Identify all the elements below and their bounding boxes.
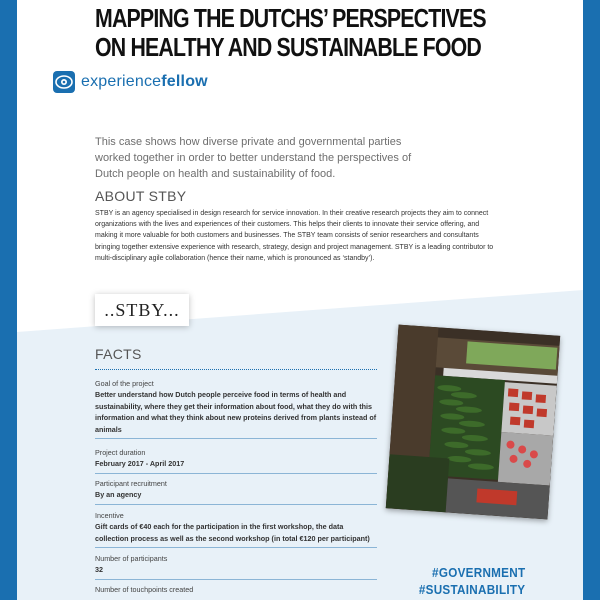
- fact-incentive: [95, 510, 377, 548]
- tag-government: #GOVERNMENT: [431, 565, 525, 580]
- eye-logo-icon: [53, 71, 75, 93]
- fact-value: Better understand how Dutch people perceive food in terms of health and sustainability, where they get their information about food, what they do with this information and what they think about new proteins derived from plants instead of animals: [95, 390, 377, 434]
- fact-value: Gift cards of €40 each for the participation in the first workshop, the data collection process as well as the second workshop (in total €120 per participant): [95, 522, 370, 543]
- fact-participants: [95, 553, 377, 580]
- logo-wordmark: experiencefellow: [81, 73, 208, 90]
- hashtags: [407, 564, 525, 598]
- title-line-2: ON HEALTHY AND SUSTAINABLE FOOD: [95, 32, 481, 62]
- about-paragraph: STBY is an agency specialised in design research for service innovation. In their creative research projects they aim to connect organizations with the lives and experiences of their customers. This helps their clients to innovate their service offering, and making it more valuable for both customers and businesses. The STBY team consists of senior researchers and consultants bringing together extensive experience with research, strategy, design and project management. STBY is a leading contributor to multi-disciplinary agile collaboration (hence their name, which is pronounced as ‘standby’).: [95, 210, 494, 262]
- fact-value: By an agency: [95, 490, 142, 499]
- fact-label: Number of participants: [95, 554, 168, 563]
- about-heading: ABOUT STBY: [95, 188, 187, 204]
- fact-divider: [95, 438, 377, 439]
- fact-divider: [95, 579, 377, 580]
- facts-dotted-divider: [95, 369, 377, 370]
- fact-label: Project duration: [95, 448, 146, 457]
- document-title: [95, 3, 486, 62]
- fact-value: 32: [95, 565, 103, 574]
- fact-label: Incentive: [95, 511, 124, 520]
- fact-divider: [95, 473, 377, 474]
- facts-heading: FACTS: [95, 346, 142, 362]
- experiencefellow-logo: [53, 71, 208, 93]
- fact-label: Participant recruitment: [95, 479, 167, 488]
- tag-sustainability: #SUSTAINABILITY: [418, 582, 525, 597]
- fact-recruitment: [95, 478, 377, 505]
- document-page: [17, 0, 583, 600]
- stby-logo: ..STBY...: [95, 294, 189, 326]
- fact-value: February 2017 - April 2017: [95, 459, 185, 468]
- fact-duration: [95, 447, 377, 474]
- fact-label: Goal of the project: [95, 379, 154, 388]
- intro-paragraph: This case shows how diverse private and governmental parties worked together in order to better understand the perspectives of Dutch people on health and sustainability of food.: [95, 136, 412, 180]
- fact-divider: [95, 547, 377, 548]
- fact-goal: [95, 378, 377, 439]
- supermarket-vegetables-photo: [386, 325, 560, 520]
- fact-divider: [95, 504, 377, 505]
- fact-touchpoints: [95, 584, 377, 595]
- title-line-1: MAPPING THE DUTCHS’ PERSPECTIVES: [95, 3, 486, 33]
- fact-label: Number of touchpoints created: [95, 585, 194, 594]
